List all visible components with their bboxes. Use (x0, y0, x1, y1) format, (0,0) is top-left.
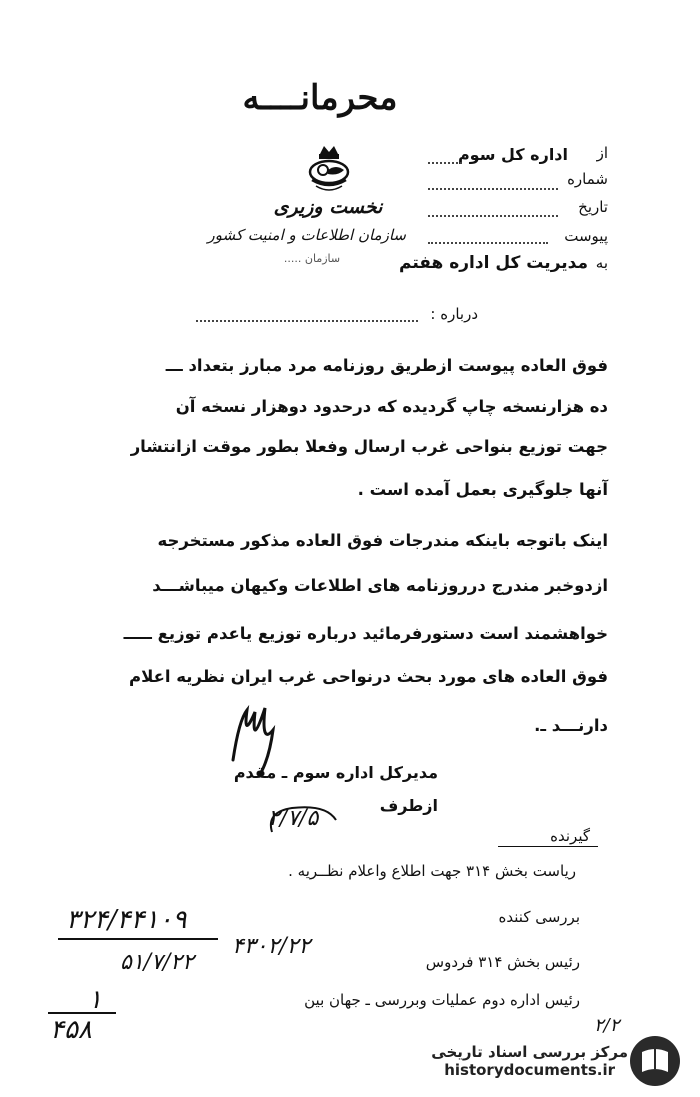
archive-watermark (423, 1034, 682, 1088)
distribution-line-4: رئیس اداره دوم عملیات وبررسی ـ جهان بین (304, 991, 580, 1009)
handwritten-ref-number: ۳۲۴/۴۴۱۰۹ (66, 905, 187, 935)
to-label: به (595, 254, 608, 272)
archive-logo-icon (628, 1034, 682, 1088)
recipient-underline (498, 846, 598, 847)
body-line-9: دارنـــد ـ. (534, 716, 608, 735)
number-dotted-line (428, 188, 558, 190)
recipient-label: گیرنده (550, 827, 590, 845)
body-line-7: خواهشمند است دستورفرمائید درباره توزیع یاعدم توزیع ـــــ (123, 624, 608, 643)
subject-label: درباره : (430, 305, 478, 323)
from-dotted-line (428, 162, 462, 164)
from-value: اداره کل سوم (457, 145, 568, 164)
signature-title: مدیرکل اداره سوم ـ مقدم (233, 763, 438, 782)
body-line-6: ازدوخبر مندرج درروزنامه های اطلاعات وکیهان میباشـــد (152, 576, 608, 595)
org-line-savak: سازمان اطلاعات و امنیت کشور (207, 226, 406, 244)
watermark-en: historydocuments.ir (444, 1061, 616, 1079)
org-line-sub: سازمان ..... (283, 252, 341, 265)
body-line-8: فوق العاده های مورد بحث درنواحی غرب ایران نظریه اعلام (128, 667, 608, 686)
body-line-3: جهت توزیع بنواحی غرب ارسال وفعلا بطور موقت ازانتشار (130, 437, 608, 456)
handwritten-sign-date: ۲/۷/۵ (268, 806, 319, 831)
watermark-fa: مرکز بررسی اسناد تاریخی (431, 1043, 628, 1061)
handwritten-fraction-top: ۱ (88, 985, 102, 1015)
distribution-line-1: ریاست بخش ۳۱۴ جهت اطلاع واعلام نظــریه . (288, 862, 576, 880)
body-line-5: اینک باتوجه باینکه مندرجات فوق العاده مذکور مستخرجه (157, 531, 608, 550)
attachment-dotted-line (428, 242, 548, 244)
distribution-line-3: رئیس بخش ۳۱۴ فردوس (425, 953, 580, 971)
to-value: مدیریت کل اداره هفتم (399, 253, 588, 273)
date-dotted-line (428, 215, 558, 217)
distribution-line-2: بررسی کننده (498, 908, 580, 926)
lion-sun-emblem-icon (298, 140, 360, 202)
handwritten-mid-number: ۴۳۰۲/۲۲ (232, 934, 311, 959)
attachment-label: پیوست (564, 227, 608, 245)
number-label: شماره (567, 170, 608, 188)
handwritten-circle-icon (262, 802, 342, 844)
subject-dotted-line (196, 320, 418, 322)
ref-underline (58, 938, 218, 940)
org-line-prime-ministry: نخست وزیری (273, 196, 383, 218)
handwritten-fraction-bottom: ۴۵۸ (50, 1015, 92, 1045)
date-label: تاریخ (578, 198, 608, 216)
handwritten-ref-date: ۵۱/۷/۲۲ (120, 950, 194, 975)
body-line-4: آنها جلوگیری بعمل آمده است . (357, 480, 608, 499)
handwritten-bottom-note: ۲/۲ (594, 1015, 620, 1036)
fraction-bar (48, 1012, 116, 1014)
confidential-title: محرمانــــه (242, 78, 398, 118)
body-line-2: ده هزارنسخه چاپ گردیده که درحدود دوهزار نسخه آن (175, 397, 608, 416)
signature-by: ازطرف (379, 796, 438, 815)
body-line-1: فوق العاده پیوست ازطریق روزنامه مرد مبارز بتعداد ـــ (165, 356, 608, 375)
from-label: از (596, 144, 608, 162)
